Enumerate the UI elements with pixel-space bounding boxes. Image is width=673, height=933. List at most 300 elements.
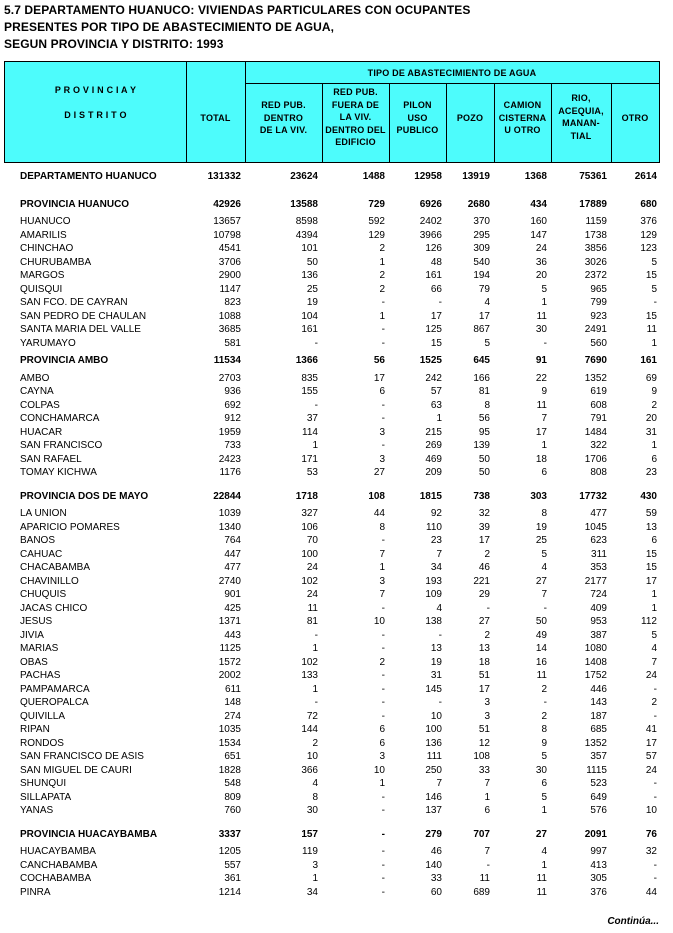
row-name: SAN MIGUEL DE CAURI — [20, 764, 132, 776]
row-value: 27 — [535, 575, 547, 587]
row-name: COLPAS — [20, 399, 60, 411]
row-value: 49 — [535, 629, 547, 641]
row-value: 2 — [484, 548, 490, 560]
row-value: 109 — [425, 589, 442, 600]
table-row — [4, 507, 660, 521]
row-value: 1706 — [584, 453, 607, 465]
row-value: 8 — [541, 508, 547, 519]
row-value: 15 — [645, 310, 657, 322]
row-value: 30 — [535, 764, 547, 776]
row-value: - — [381, 828, 385, 840]
row-value: 24 — [645, 764, 657, 776]
row-value: 4 — [651, 643, 657, 654]
row-value: 692 — [224, 399, 241, 411]
row-value: 1 — [379, 310, 385, 322]
row-value: 36 — [535, 256, 547, 268]
table-row — [4, 561, 660, 575]
row-value: 11 — [536, 310, 547, 322]
row-value: 56 — [478, 413, 490, 424]
row-name: MARGOS — [20, 270, 65, 281]
row-value: 327 — [301, 508, 318, 519]
row-name: RONDOS — [20, 737, 64, 749]
row-value: 823 — [224, 297, 241, 308]
row-name: PROVINCIA HUACAYBAMBA — [20, 828, 158, 840]
row-value: 5 — [651, 629, 657, 641]
row-name: SAN PEDRO DE CHAULAN — [20, 310, 147, 322]
row-value: - — [486, 859, 490, 871]
row-value: 9 — [651, 386, 657, 397]
row-value: 193 — [425, 575, 442, 587]
row-value: - — [314, 337, 318, 349]
table-row — [4, 534, 660, 548]
row-value: 24 — [645, 670, 657, 681]
row-value: 14 — [535, 643, 547, 654]
header-otro: OTRO — [621, 113, 649, 123]
row-value: 3856 — [584, 243, 607, 254]
row-value: 6 — [379, 386, 385, 397]
row-value: 8 — [312, 791, 318, 803]
row-value: 2177 — [584, 575, 607, 587]
row-name: COCHABAMBA — [20, 873, 92, 884]
row-value: 143 — [590, 697, 607, 708]
row-value: 6 — [379, 724, 385, 735]
group-row — [4, 490, 660, 504]
row-value: 305 — [590, 873, 607, 884]
row-value: 15 — [645, 562, 657, 573]
row-value: - — [438, 697, 442, 708]
row-value: - — [314, 399, 318, 411]
row-value: 835 — [301, 372, 318, 384]
row-value: 3 — [312, 859, 318, 871]
row-value: 161 — [640, 355, 657, 366]
row-value: 57 — [430, 386, 442, 397]
row-name: YANAS — [20, 805, 54, 816]
row-value: 2680 — [467, 198, 490, 210]
row-value: 7 — [436, 548, 442, 560]
row-value: 5 — [651, 256, 657, 268]
row-value: - — [381, 791, 385, 803]
row-value: 376 — [640, 216, 657, 227]
row-value: 7 — [379, 589, 385, 600]
row-value: 1 — [379, 778, 385, 789]
row-value: 791 — [590, 413, 607, 424]
row-value: 1534 — [218, 737, 241, 749]
row-value: 361 — [224, 873, 241, 884]
row-value: 9 — [541, 386, 547, 397]
header-camion: CAMION CISTERNA U OTRO — [498, 100, 547, 135]
row-value: 79 — [478, 283, 490, 295]
row-value: - — [653, 778, 657, 789]
table-row — [4, 310, 660, 324]
row-value: 50 — [535, 616, 547, 627]
table-header — [4, 61, 660, 163]
row-name: JACAS CHICO — [20, 602, 88, 614]
row-value: - — [381, 337, 385, 349]
row-value: 138 — [425, 616, 442, 627]
row-name: CAYNA — [20, 386, 54, 397]
row-value: 2 — [541, 683, 547, 695]
row-value: 17 — [373, 372, 385, 384]
row-value: 23624 — [290, 171, 318, 182]
row-value: 274 — [224, 710, 241, 722]
row-value: 1488 — [362, 171, 385, 182]
row-value: - — [381, 535, 385, 546]
row-value: 136 — [301, 270, 318, 281]
row-value: 1 — [312, 440, 318, 451]
table-row — [4, 656, 660, 670]
row-value: - — [438, 297, 442, 308]
row-name: CHUQUIS — [20, 589, 67, 600]
row-value: 1 — [436, 413, 442, 424]
row-value: 100 — [425, 724, 442, 735]
row-value: - — [381, 886, 385, 898]
row-value: 16 — [535, 656, 547, 668]
row-value: 108 — [473, 751, 490, 762]
row-value: 11 — [536, 399, 547, 411]
row-value: 1045 — [584, 521, 607, 533]
row-value: 2 — [379, 243, 385, 254]
row-value: 131332 — [207, 171, 241, 182]
row-value: 50 — [306, 256, 318, 268]
row-value: 1352 — [584, 737, 607, 749]
row-value: 1 — [651, 602, 657, 614]
row-value: 724 — [590, 589, 607, 600]
row-value: 685 — [590, 724, 607, 735]
continua-note: Continúa... — [607, 916, 659, 927]
row-value: 215 — [425, 426, 442, 438]
row-value: 10 — [645, 805, 657, 816]
row-value: 8598 — [295, 216, 318, 227]
row-value: 18 — [535, 453, 547, 465]
row-value: 108 — [368, 490, 385, 502]
row-value: 44 — [645, 886, 657, 898]
row-value: 12958 — [414, 171, 442, 182]
row-value: 1205 — [218, 846, 241, 857]
table-row — [4, 723, 660, 737]
row-value: 1 — [312, 873, 318, 884]
row-value: 221 — [473, 575, 490, 587]
row-value: 15 — [645, 548, 657, 560]
row-value: 11 — [536, 873, 547, 884]
row-value: 8 — [541, 724, 547, 735]
row-value: 4 — [484, 297, 490, 308]
row-value: 101 — [301, 243, 318, 254]
row-value: - — [653, 683, 657, 695]
header-provincia-distrito: P R O V I N C I A Y D I S T R I T O — [54, 85, 137, 120]
row-value: 936 — [224, 386, 241, 397]
row-value: 32 — [478, 508, 490, 519]
group-row — [4, 198, 660, 212]
table-row — [4, 777, 660, 791]
row-value: 6 — [379, 737, 385, 749]
row-value: 102 — [301, 656, 318, 668]
table-row — [4, 323, 660, 337]
row-value: 51 — [478, 724, 490, 735]
row-value: 611 — [225, 683, 241, 695]
row-value: 311 — [591, 548, 607, 560]
row-name: PINRA — [20, 886, 51, 898]
row-value: 7 — [436, 778, 442, 789]
row-value: 1 — [651, 589, 657, 600]
row-value: 42926 — [213, 198, 241, 210]
row-value: 17732 — [579, 490, 607, 502]
row-value: 1340 — [218, 521, 241, 533]
row-value: 1718 — [295, 490, 318, 502]
row-value: 557 — [224, 859, 241, 871]
row-value: 965 — [590, 283, 607, 295]
row-value: 70 — [306, 535, 318, 546]
row-value: 133 — [301, 670, 318, 681]
row-value: 144 — [301, 724, 318, 735]
row-value: 322 — [590, 440, 607, 451]
row-value: 10 — [373, 764, 385, 776]
row-value: - — [381, 846, 385, 857]
row-value: 3 — [379, 453, 385, 465]
table-row — [4, 283, 660, 297]
row-name: SILLAPATA — [20, 791, 72, 803]
row-value: 1572 — [218, 656, 241, 668]
row-value: - — [381, 413, 385, 424]
table-row — [4, 215, 660, 229]
row-value: 37 — [306, 413, 318, 424]
row-name: QUIVILLA — [20, 710, 66, 722]
table-row — [4, 296, 660, 310]
row-value: 680 — [640, 198, 657, 210]
row-value: 689 — [473, 886, 490, 898]
table-row — [4, 602, 660, 616]
row-value: 1214 — [218, 886, 241, 898]
row-value: - — [653, 873, 657, 884]
row-value: 19 — [306, 297, 318, 308]
row-value: 477 — [224, 562, 241, 573]
row-value: 1408 — [584, 656, 607, 668]
row-value: 19 — [430, 656, 442, 668]
row-value: 1035 — [218, 724, 241, 735]
row-name: PROVINCIA AMBO — [20, 355, 109, 366]
table-row — [4, 615, 660, 629]
table-row — [4, 791, 660, 805]
row-value: 24 — [535, 243, 547, 254]
row-value: 6 — [651, 453, 657, 465]
header-rio: RIO, ACEQUIA, MANAN- TIAL — [558, 93, 604, 141]
page-title — [4, 2, 664, 53]
row-value: 446 — [590, 683, 607, 695]
row-value: 2 — [484, 629, 490, 641]
row-value: 27 — [535, 828, 547, 840]
row-value: 155 — [301, 386, 318, 397]
row-value: 123 — [640, 243, 657, 254]
row-value: 1 — [541, 859, 547, 871]
table-row — [4, 439, 660, 453]
row-value: 119 — [302, 846, 318, 857]
row-value: 24 — [306, 589, 318, 600]
row-name: PROVINCIA HUANUCO — [20, 198, 130, 210]
group-row — [4, 170, 660, 184]
row-value: 3706 — [218, 256, 241, 268]
row-value: 32 — [645, 846, 657, 857]
row-value: - — [543, 602, 547, 614]
row-value: 6 — [541, 778, 547, 789]
row-value: 430 — [640, 490, 657, 502]
row-value: 2 — [312, 737, 318, 749]
row-name: SAN RAFAEL — [20, 453, 82, 465]
row-value: 13919 — [462, 171, 490, 182]
row-value: 303 — [530, 490, 547, 502]
row-name: HUACAR — [20, 426, 63, 438]
row-name: YARUMAYO — [20, 337, 76, 349]
row-value: - — [381, 399, 385, 411]
row-value: 95 — [478, 426, 490, 438]
row-value: 11 — [536, 670, 547, 681]
table-row — [4, 750, 660, 764]
row-value: - — [381, 602, 385, 614]
row-value: 22844 — [213, 490, 241, 502]
row-name: PAMPAMARCA — [20, 683, 90, 695]
row-value: 50 — [478, 453, 490, 465]
row-value: 649 — [590, 791, 607, 803]
row-value: 548 — [224, 778, 241, 789]
row-value: 5 — [541, 283, 547, 295]
row-value: 799 — [590, 297, 607, 308]
row-value: 413 — [590, 859, 607, 871]
table-row — [4, 426, 660, 440]
row-value: 651 — [224, 751, 241, 762]
row-value: 733 — [224, 440, 241, 451]
row-value: 171 — [301, 453, 318, 465]
row-value: 1176 — [219, 467, 241, 478]
row-value: 1828 — [218, 764, 241, 776]
row-name: TOMAY KICHWA — [20, 467, 97, 478]
row-name: OBAS — [20, 656, 48, 668]
row-value: 24 — [306, 562, 318, 573]
row-value: - — [438, 629, 442, 641]
row-value: - — [381, 629, 385, 641]
row-value: 137 — [425, 805, 442, 816]
table-row — [4, 412, 660, 426]
row-name: APARICIO POMARES — [20, 521, 120, 533]
row-value: 22 — [535, 372, 547, 384]
row-value: - — [381, 710, 385, 722]
row-value: 10 — [306, 751, 318, 762]
row-name: PACHAS — [20, 670, 61, 681]
table-row — [4, 872, 660, 886]
row-value: - — [381, 697, 385, 708]
row-value: 39 — [478, 521, 490, 533]
row-value: - — [381, 859, 385, 871]
row-value: 4 — [541, 562, 547, 573]
row-name: SAN FRANCISCO — [20, 440, 103, 451]
row-value: 1 — [541, 297, 547, 308]
row-name: SHUNQUI — [20, 778, 67, 789]
row-value: 31 — [430, 670, 442, 681]
row-value: 91 — [535, 355, 547, 366]
row-name: QUEROPALCA — [20, 697, 89, 708]
row-value: 126 — [425, 243, 442, 254]
row-value: 1 — [541, 440, 547, 451]
row-value: 136 — [425, 737, 442, 749]
row-name: RIPAN — [20, 724, 50, 735]
row-value: 7 — [484, 778, 490, 789]
table-row — [4, 669, 660, 683]
row-value: 10 — [373, 616, 385, 627]
row-value: 309 — [473, 243, 490, 254]
row-value: 13 — [430, 643, 442, 654]
table-row — [4, 886, 660, 900]
row-value: 2 — [379, 656, 385, 668]
row-value: 1 — [484, 791, 490, 803]
row-value: 1 — [379, 256, 385, 268]
row-value: - — [543, 697, 547, 708]
row-value: 23 — [645, 467, 657, 478]
row-value: 645 — [473, 355, 490, 366]
row-value: 1368 — [524, 171, 547, 182]
row-value: 76 — [645, 828, 657, 840]
row-value: - — [381, 440, 385, 451]
row-value: 279 — [425, 828, 442, 840]
table-row — [4, 269, 660, 283]
row-value: 357 — [590, 751, 607, 762]
row-name: CANCHABAMBA — [20, 859, 98, 871]
row-name: CAHUAC — [20, 548, 63, 560]
table-row — [4, 804, 660, 818]
row-name: CHAVINILLO — [20, 575, 79, 587]
row-value: 18 — [478, 656, 490, 668]
row-value: 31 — [645, 426, 657, 438]
row-value: 209 — [425, 467, 442, 478]
row-value: 912 — [224, 413, 241, 424]
row-value: 269 — [425, 440, 442, 451]
row-value: 576 — [590, 805, 607, 816]
row-value: 2 — [379, 283, 385, 295]
row-value: 2002 — [218, 670, 241, 681]
row-value: 1088 — [218, 310, 241, 322]
row-value: 3966 — [419, 229, 442, 241]
row-value: 523 — [590, 778, 607, 789]
row-value: 2740 — [218, 575, 241, 587]
row-value: 11534 — [213, 355, 241, 366]
row-value: 353 — [590, 562, 607, 573]
row-value: 57 — [645, 751, 657, 762]
table-row — [4, 385, 660, 399]
row-value: 5 — [541, 548, 547, 560]
row-value: 146 — [425, 791, 442, 803]
row-value: 112 — [641, 616, 657, 627]
row-value: 13657 — [213, 216, 241, 227]
row-value: 608 — [590, 399, 607, 411]
table-row — [4, 399, 660, 413]
row-value: 106 — [301, 521, 318, 533]
header-red-pub-fuera: RED PUB. FUERA DE LA VIV. DENTRO DEL EDIFICIO — [325, 87, 386, 147]
row-value: - — [653, 710, 657, 722]
row-value: 1815 — [419, 490, 442, 502]
table-row — [4, 242, 660, 256]
row-value: - — [653, 297, 657, 308]
row-value: 63 — [430, 399, 442, 411]
row-value: 51 — [478, 670, 490, 681]
row-value: 23 — [430, 535, 442, 546]
row-value: 2491 — [584, 324, 607, 335]
row-value: - — [653, 859, 657, 871]
row-value: 81 — [306, 616, 318, 627]
row-value: 4 — [312, 778, 318, 789]
row-value: 809 — [224, 791, 241, 803]
row-value: 250 — [425, 764, 442, 776]
row-value: 1484 — [584, 426, 607, 438]
table-row — [4, 229, 660, 243]
row-value: 370 — [473, 216, 490, 227]
table-row — [4, 764, 660, 778]
row-value: 764 — [224, 535, 241, 546]
